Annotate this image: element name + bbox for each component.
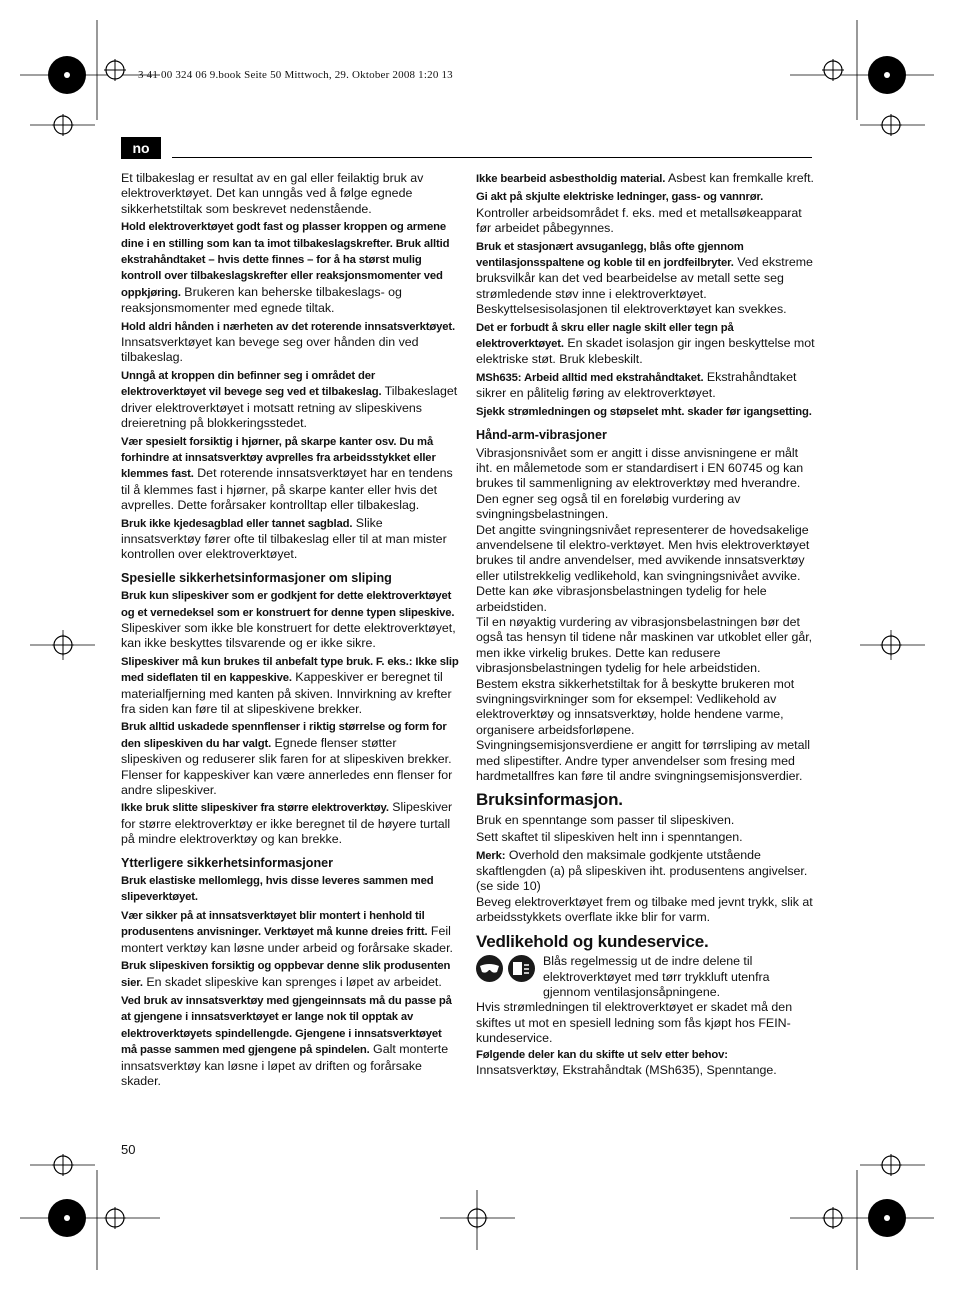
paragraph: Bestem ekstra sikkerhetstiltak for å beskytte brukeren mot svingningsvirkninger som for eksempel: Vedlikehold av elektroverktøy og innsatsverktøy, holde hendene varme, organisere arbeidsforløpene. bbox=[476, 676, 795, 737]
read-manual-icon bbox=[508, 955, 535, 982]
language-tag: no bbox=[121, 137, 161, 159]
paragraph: Merk: Overhold den maksimale godkjente utstående skaftlengden (a) på slipeskiven iht. produsentens angivelser. (se side 10) bbox=[476, 847, 808, 894]
paragraph: MSh635: Arbeid alltid med ekstrahåndtaket. Ekstrahåndtaket sikrer en pålitelig føring av elektroverktøyet. bbox=[476, 369, 797, 401]
header-rule bbox=[172, 157, 812, 158]
paragraph: Ikke bearbeid asbestholdig material. Asbest kan fremkalle kreft. bbox=[476, 171, 814, 185]
paragraph: Ikke bruk slitte slipeskiver fra større elektroverktøy. Slipeskiver for større elektroverktøy er ikke beregnet til de høyere turtall på mindre elektroverktøy og kan brekke. bbox=[121, 800, 453, 847]
paragraph: Vær spesielt forsiktig i hjørner, på skarpe kanter osv. Du må forhindre at innsatsverktøy avprelles fra arbeidsstykket eller klemmes fast. Det roterende innsatsverktøyet har en tendens til å klemmes fast i hjørner, på skarpe kanter eller hvis det avprelles. Dette forårsaker kontrolltap eller tilbakeslag. bbox=[121, 435, 453, 513]
section-heading: Spesielle sikkerhetsinformasjoner om sliping bbox=[121, 570, 392, 585]
paragraph: Hvis strømledningen til elektroverktøyet er skadet må den skiftes ut mot en spesiell ledning som fås kjøpt hos FEIN-kundeservice. bbox=[476, 1000, 793, 1046]
paragraph: Slipeskiver må kun brukes til anbefalt type bruk. F. eks.: Ikke slip med sideflaten til en kappeskive. Kappeskiver er beregnet til materialfjerning med kanten på skiven. Innvirkning av krefter fra siden kan føre til at slipeskivene brekker. bbox=[121, 655, 459, 716]
paragraph: Det angitte svingningsnivået representerer de hovedsakelige anvendelsene til elektro-verktøyet. Men hvis elektroverktøyet brukes til andre anvendelser, med avvikende innsatsverktøy eller utilstrekkelig vedlikehold, kan svingningsnivået avvike. Dette kan øke vibrasjonsbelastningen tydelig for hele arbeidstiden. bbox=[476, 522, 810, 614]
paragraph: Sjekk strømledningen og støpselet mht. skader før igangsetting. bbox=[476, 405, 812, 418]
print-header: 3 41 00 324 06 9.book Seite 50 Mittwoch, 29. Oktober 2008 1:20 13 bbox=[138, 69, 453, 81]
eye-protection-icon bbox=[476, 955, 503, 982]
paragraph: Bruk kun slipeskiver som er godkjent for dette elektroverktøyet og et vernedeksel som er konstruert for denne typen slipeskive. Slipeskiver som ikke ble konstruert for dette elektroverktøyet, kan ikke beskyttes tilsvarende og er ikke sikre. bbox=[121, 590, 456, 651]
chapter-heading-bruksinformasjon: Bruksinformasjon. bbox=[476, 790, 623, 810]
paragraph: Blås regelmessig ut de indre delene til elektroverktøyet med tørr trykkluft utenfra gjennom ventilasjonsåpningene. bbox=[543, 954, 770, 999]
chapter-heading-vedlikehold: Vedlikehold og kundeservice. bbox=[476, 931, 709, 951]
paragraph: Vær sikker på at innsatsverktøyet blir montert i henhold til produsentens anvisninger. Verktøyet må kunne dreies fritt. Feil montert verktøy kan løsne under arbeid og forårsake skader. bbox=[121, 909, 453, 955]
paragraph: Vibrasjonsnivået som er angitt i disse anvisningene er målt iht. en målemetode som er standardisert i EN 60745 og kan brukes til sammenligning av elektroverktøy med hverandre. Den egner seg også til en foreløbig vurdering av svingningsbelastningen. bbox=[476, 445, 804, 522]
paragraph: Følgende deler kan du skifte ut selv etter behov: bbox=[476, 1048, 728, 1061]
right-column bbox=[476, 171, 816, 1080]
paragraph: Beveg elektroverktøyet frem og tilbake med jevnt trykk, slik at arbeidsstykkets overflate ikke blir for varm. bbox=[476, 894, 813, 925]
paragraph: Bruk slipeskiven forsiktig og oppbevar denne slik produsenten sier. En skadet slipeskive kan sprenges i løpet av arbeidet. bbox=[121, 960, 451, 989]
paragraph: Innsatsverktøy, Ekstrahåndtak (MSh635), Spenntange. bbox=[476, 1062, 777, 1077]
paragraph: Hold aldri hånden i nærheten av det roterende innsatsverktøyet. Innsatsverktøyet kan bevege seg over hånden din ved tilbakeslag. bbox=[121, 320, 455, 365]
paragraph: Bruk et stasjonært avsuganlegg, blås ofte gjennom ventilasjonsspaltene og koble til en jordfeilbryter. Ved ekstreme bruksvilkår kan det ved bearbeidelse av metall sette seg strømledende støv inne i elektroverktøyet. Beskyttelsesisolasjonen til elektroverktøyet kan svekkes. bbox=[476, 240, 813, 317]
paragraph: Hold elektroverktøyet godt fast og plasser kroppen og armene dine i en stilling som kan ta imot tilbakeslagskrefter. Bruk alltid ekstrahåndtaket – hvis dette finnes – for å ha størst mulig kontroll over tilbakeslagskrefter eller reaksjonsmomenter ved oppkjøring. Brukeren kan beherske tilbakeslags- og reaksjonsmomenter med egnede tiltak. bbox=[121, 221, 450, 316]
paragraph: Til en nøyaktig vurdering av vibrasjonsbelastningen bør det også tas hensyn til tidene når maskinen var utkoblet eller går, men ikke virkelig brukes. Dette kan redusere vibrasjonsbelastningen tydelig for hele arbeidstiden. bbox=[476, 614, 813, 676]
paragraph: Et tilbakeslag er resultat av en gal eller feilaktig bruk av elektroverktøyet. Det kan unngås ved å følge egnede sikkerhetstiltak som beskrevet nedenstående. bbox=[121, 171, 424, 216]
safety-icons bbox=[476, 954, 535, 1000]
maintenance-note bbox=[476, 954, 816, 1000]
paragraph: Unngå at kroppen din befinner seg i området der elektroverktøyet vil bevege seg ved et tilbakeslag. Tilbakeslaget driver elektroverktøyet i motsatt retning av slipeskivens dreieretning på blokkeringsstedet. bbox=[121, 369, 458, 431]
paragraph: Sett skaftet til slipeskiven helt inn i spenntangen. bbox=[476, 830, 743, 845]
page-number: 50 bbox=[121, 1142, 136, 1157]
left-column bbox=[121, 171, 459, 1091]
paragraph: Gi akt på skjulte elektriske ledninger, gass- og vannrør. Kontroller arbeidsområdet f. eks. med et metallsøkeapparat før arbeidet påbegynnes. bbox=[476, 191, 802, 236]
section-heading: Ytterligere sikkerhetsinformasjoner bbox=[121, 855, 334, 870]
section-heading: Hånd-arm-vibrasjoner bbox=[476, 428, 607, 443]
paragraph: Det er forbudt å skru eller nagle skilt eller tegn på elektroverktøyet. En skadet isolasjon gir ingen beskyttelse mot elektriske støt. Bruk klebeskilt. bbox=[476, 321, 815, 367]
paragraph: Bruk elastiske mellomlegg, hvis disse leveres sammen med slipeverktøyet. bbox=[121, 875, 434, 904]
paragraph: Bruk en spenntange som passer til slipeskiven. bbox=[476, 812, 735, 827]
paragraph: Svingningsemisjonsverdiene er angitt for tørrsliping av metall med slipestifter. Andre typer anvendelser som fresing med hardmetallfres kan føre til andre svingningsemisjonsverdier. bbox=[476, 738, 811, 784]
paragraph: Bruk alltid uskadede spennflenser i riktig størrelse og form for den slipeskiven du har valgt. Egnede flenser støtter slipeskiven og reduserer slik faren for at slipeskiven brekker. Flenser for kappeskiver kan være annerledes enn flenser for andre slipeskiver. bbox=[121, 721, 453, 798]
paragraph: Bruk ikke kjedesagblad eller tannet sagblad. Slike innsatsverktøy fører ofte til tilbakeslag eller til at man mister kontrollen over elektroverktøyet. bbox=[121, 515, 447, 562]
paragraph: Ved bruk av innsatsverktøy med gjengeinnsats må du passe på at gjengene i innsatsverktøyet er lange nok til opptak av elektroverktøyets spindellengde. Gjengene i innsatsverktøyet må passe sammen med gjengene på spindelen. Galt monterte innsatsverktøy kan løsne i løpet av driften og forårsake skader. bbox=[121, 994, 452, 1088]
